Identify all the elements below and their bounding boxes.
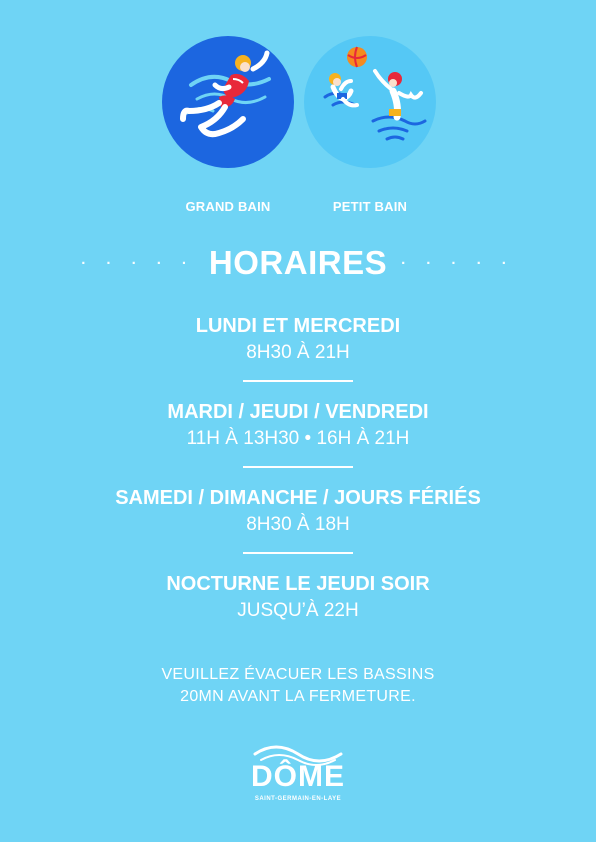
pool-section [0, 35, 596, 214]
page-title: HORAIRES [208, 244, 388, 281]
grand-bain-label: GRAND BAIN [185, 199, 271, 214]
slot-hours: 8H30 À 18H [246, 514, 350, 535]
slot-days: SAMEDI / DIMANCHE / JOURS FÉRIÉS [115, 487, 481, 509]
slot-hours: JUSQU’À 22H [237, 600, 359, 621]
schedule-slot [0, 398, 596, 452]
schedule-list [0, 312, 596, 624]
divider [243, 466, 353, 468]
petit-bain [303, 35, 437, 214]
title-row [0, 243, 596, 283]
schedule-slot [0, 484, 596, 538]
water-polo-kids-icon [303, 35, 437, 169]
right-dots: · · · · · [401, 254, 515, 272]
logo-subtitle: SAINT-GERMAIN-EN-LAYE [254, 796, 342, 802]
slot-days: NOCTURNE LE JEUDI SOIR [166, 573, 430, 595]
slot-hours: 11H À 13H30 • 16H À 21H [186, 428, 410, 449]
slot-days: MARDI / JEUDI / VENDREDI [167, 401, 429, 423]
grand-bain [161, 35, 295, 214]
divider [243, 380, 353, 382]
dome-logo [0, 742, 596, 804]
logo-name: DÔME [251, 760, 345, 793]
notice-line-2: 20MN AVANT LA FERMETURE. [180, 688, 416, 705]
closing-notice [0, 664, 596, 708]
dome-logo-icon [243, 742, 353, 804]
notice-line-1: VEUILLEZ ÉVACUER LES BASSINS [161, 666, 435, 683]
schedule-slot [0, 312, 596, 366]
left-dots: · · · · · [81, 254, 195, 272]
schedule-slot [0, 570, 596, 624]
divider [243, 552, 353, 554]
slot-days: LUNDI ET MERCREDI [195, 315, 401, 337]
slot-hours: 8H30 À 21H [246, 342, 350, 363]
petit-bain-label: PETIT BAIN [332, 199, 408, 214]
swimmer-icon [161, 35, 295, 169]
